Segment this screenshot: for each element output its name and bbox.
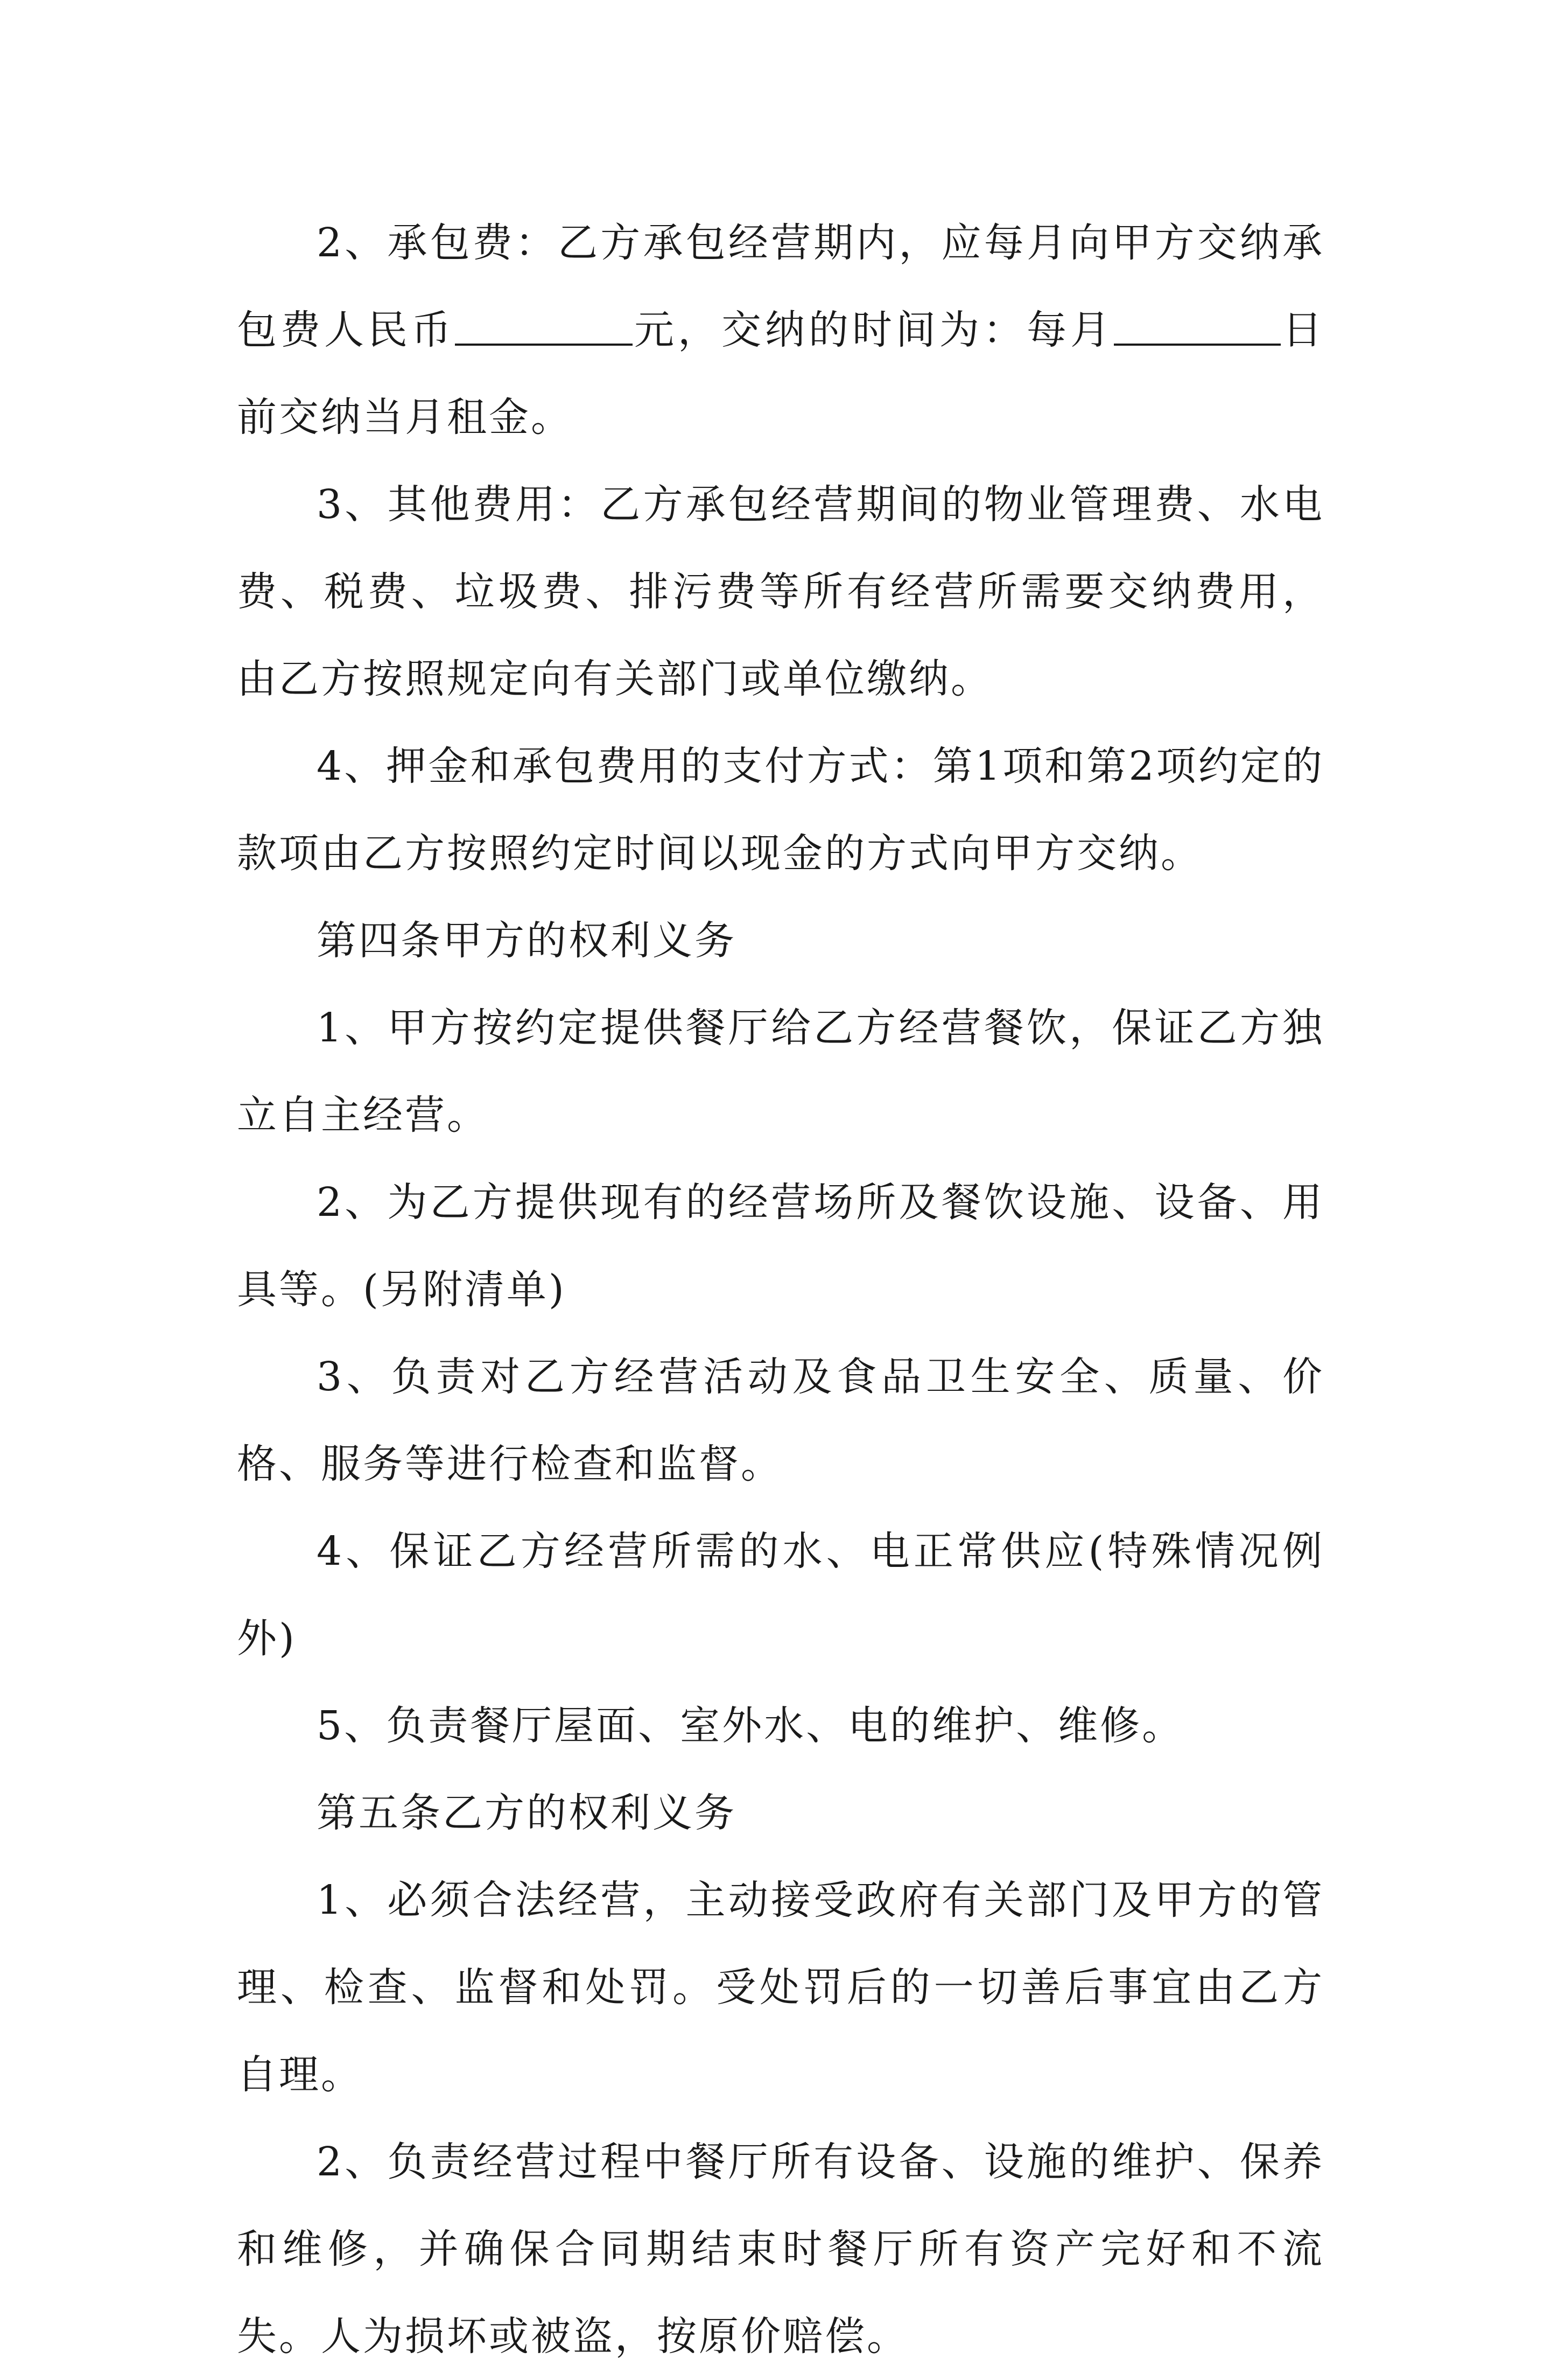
contract-fee-text-3: 日前交纳当月租金。: [237, 307, 1324, 440]
paragraph-party-b-item-2: 2、负责经营过程中餐厅所有设备、设施的维护、保养和维修，并确保合同期结束时餐厅所有资产完好和不流失。人为损坏或被盗，按原价赔偿。: [237, 2139, 1324, 2360]
document-body: [237, 199, 1324, 2380]
paragraph-party-b-item-1: 1、必须合法经营，主动接受政府有关部门及甲方的管理、检查、监督和处罚。受处罚后的一切善后事宜由乙方自理。: [237, 1877, 1324, 2098]
paragraph-party-a-item-1: 1、甲方按约定提供餐厅给乙方经营餐饮，保证乙方独立自主经营。: [237, 1005, 1324, 1138]
paragraph-party-a-item-3: 3、负责对乙方经营活动及食品卫生安全、质量、价格、服务等进行检查和监督。: [237, 1354, 1324, 1487]
amount-blank: [455, 304, 633, 346]
paragraph-other-fees: 3、其他费用：乙方承包经营期间的物业管理费、水电费、税费、垃圾费、排污费等所有经营所需要交纳费用，由乙方按照规定向有关部门或单位缴纳。: [237, 481, 1324, 702]
contract-fee-text-2: 元，交纳的时间为：每月: [633, 307, 1114, 353]
paragraph-party-a-item-5: 5、负责餐厅屋面、室外水、电的维护、维修。: [317, 1703, 1184, 1749]
paragraph-payment-method: 4、押金和承包费用的支付方式：第1项和第2项约定的款项由乙方按照约定时间以现金的方式向甲方交纳。: [237, 743, 1324, 877]
paragraph-contract-fee: [237, 199, 1324, 461]
heading-article-five: 第五条乙方的权利义务: [317, 1790, 736, 1836]
heading-article-four: 第四条甲方的权利义务: [317, 918, 736, 964]
paragraph-party-a-item-2: 2、为乙方提供现有的经营场所及餐饮设施、设备、用具等。(另附清单): [237, 1179, 1324, 1313]
day-blank: [1114, 304, 1281, 346]
paragraph-party-a-item-4: 4、保证乙方经营所需的水、电正常供应(特殊情况例外): [237, 1528, 1324, 1662]
contract-fee-text-1: 2、承包费：乙方承包经营期内，应每月向甲方交纳承包费人民币: [237, 220, 1324, 353]
